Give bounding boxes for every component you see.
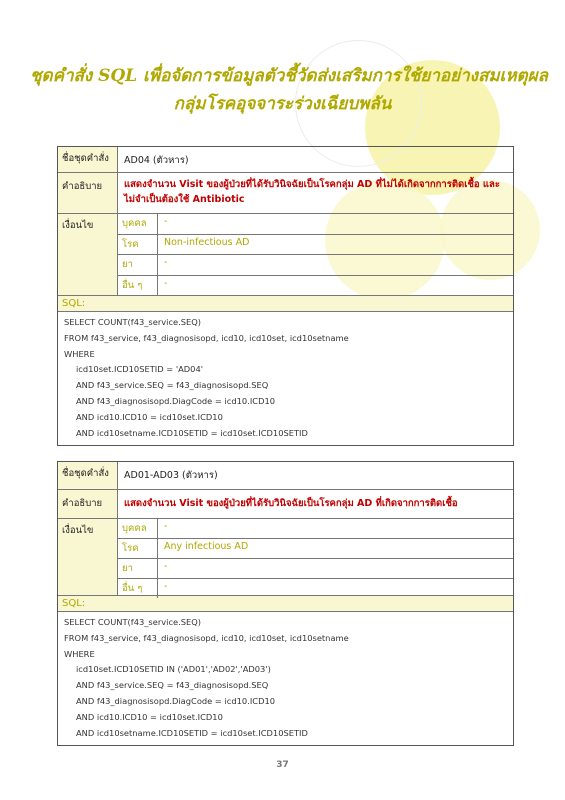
title-line-2: กลุ่มโรคอุจจาระร่วงเฉียบพลัน: [173, 94, 392, 114]
sql-code: [58, 612, 513, 745]
condition-row: [118, 276, 513, 296]
condition-row: [118, 255, 513, 276]
condition-key: ยา: [118, 255, 158, 275]
set-name-value: AD04 (ตัวหาร): [124, 155, 189, 166]
conditions-table: [118, 214, 513, 295]
condition-row: [118, 539, 513, 559]
condition-value: -: [164, 257, 168, 268]
conditions-label: เงื่อนไข: [58, 214, 118, 295]
conditions-label: เงื่อนไข: [58, 519, 118, 595]
page-number: 37: [276, 760, 289, 770]
title-line-1: ชุดคำสั่ง SQL เพื่อจัดการข้อมูลตัวชี้วัดส่งเสริมการใช้ยาอย่างสมเหตุผล: [30, 66, 548, 86]
sql-line: AND f43_service.SEQ = f43_diagnosisopd.SEQ: [76, 380, 269, 391]
sql-code: [58, 312, 513, 445]
query-set-card: [57, 461, 514, 746]
description-label: คำอธิบาย: [58, 173, 118, 213]
sql-line: SELECT COUNT(f43_service.SEQ): [64, 617, 202, 627]
sql-header: SQL:: [58, 596, 513, 612]
condition-row: [118, 235, 513, 256]
condition-key: ยา: [118, 559, 158, 578]
condition-key: อื่น ๆ: [118, 276, 158, 296]
condition-key: บุคคล: [118, 519, 158, 538]
sql-line: WHERE: [64, 648, 95, 659]
condition-value: Non-infectious AD: [164, 236, 250, 248]
sql-line: SELECT COUNT(f43_service.SEQ): [64, 317, 202, 327]
condition-row: [118, 519, 513, 539]
set-name-value: AD01-AD03 (ตัวหาร): [124, 470, 218, 481]
condition-value: Any infectious AD: [164, 541, 249, 552]
sql-line: AND icd10.ICD10 = icd10set.ICD10: [76, 411, 223, 422]
sql-line: AND f43_diagnosisopd.DiagCode = icd10.ICD10: [76, 695, 276, 706]
sql-line: FROM f43_service, f43_diagnosisopd, icd10, icd10set, icd10setname: [64, 332, 349, 343]
sql-line: WHERE: [64, 348, 95, 359]
condition-key: บุคคล: [118, 214, 158, 234]
condition-row: [118, 559, 513, 579]
condition-row: [118, 579, 513, 598]
condition-key: โรค: [118, 235, 158, 255]
set-name-label: ชื่อชุดคำสั่ง: [58, 147, 118, 172]
condition-row: [118, 214, 513, 235]
sql-line: AND f43_diagnosisopd.DiagCode = icd10.ICD10: [76, 395, 276, 406]
description-value: แสดงจำนวน Visit ของผู้ป่วยที่ได้รับวินิจฉัยเป็นโรคกลุ่ม AD ที่ไม่ได้เกิดจากการติดเชื้อ และไม่จำเป็นต้องใช้ Antibiotic: [124, 179, 500, 205]
set-name-label: ชื่อชุดคำสั่ง: [58, 462, 118, 489]
condition-key: อื่น ๆ: [118, 579, 158, 598]
sql-header: SQL:: [58, 296, 513, 312]
sql-line: icd10set.ICD10SETID = 'AD04': [76, 364, 204, 375]
condition-value: -: [164, 277, 168, 289]
sql-line: icd10set.ICD10SETID IN ('AD01','AD02','AD03'): [76, 664, 271, 675]
sql-line: AND icd10setname.ICD10SETID = icd10set.ICD10SETID: [76, 727, 308, 738]
condition-value: -: [164, 216, 168, 227]
condition-value: -: [164, 561, 168, 572]
query-set-card: [57, 146, 514, 446]
sql-line: AND icd10.ICD10 = icd10set.ICD10: [76, 711, 223, 722]
conditions-table: [118, 519, 513, 595]
description-value: แสดงจำนวน Visit ของผู้ป่วยที่ได้รับวินิจฉัยเป็นโรคกลุ่ม AD ที่เกิดจากการติดเชื้อ: [124, 498, 458, 509]
sql-line: FROM f43_service, f43_diagnosisopd, icd10, icd10set, icd10setname: [64, 632, 349, 643]
page-title: [30, 62, 548, 118]
condition-value: -: [164, 521, 168, 532]
sql-line: AND f43_service.SEQ = f43_diagnosisopd.SEQ: [76, 680, 269, 691]
condition-key: โรค: [118, 539, 158, 558]
condition-value: -: [164, 581, 168, 592]
sql-line: AND icd10setname.ICD10SETID = icd10set.ICD10SETID: [76, 427, 308, 438]
description-label: คำอธิบาย: [58, 490, 118, 518]
